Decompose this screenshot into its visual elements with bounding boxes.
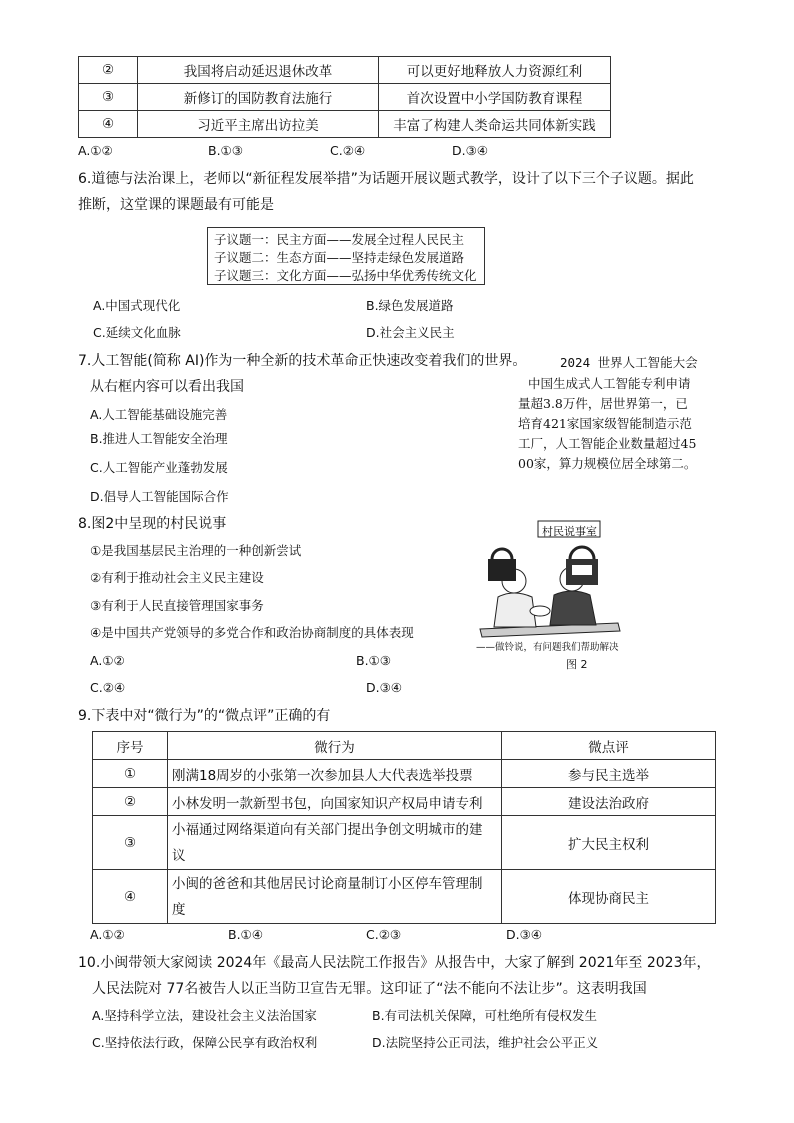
q7-option-a: A.人工智能基础设施完善 [90,407,228,422]
q6-subtopic-3: 子议题三：文化方面——弘扬中华优秀传统文化 [214,268,477,283]
q7-box-line-5: 00家，算力规模位居全球第二。 [518,456,697,471]
q7-info-box [518,373,716,471]
q8-item-4: ④是中国共产党领导的多党合作和政治协商制度的具体表现 [90,625,414,640]
q6-stem-1: 6.道德与法治课上，老师以“新征程发展举措”为话题开展议题式教学，设计了以下三个子议题。据此 [78,171,694,187]
q6-stem-2: 推断，这堂课的课题最有可能是 [78,197,274,213]
q10-stem-2: 人民法院对 77名被告人以正当防卫宣告无罪。这印证了“法不能向不法让步”。这表明我国 [92,981,647,997]
q9-row-no: ① [93,760,168,788]
q5-row-num: ② [79,57,138,84]
q9-table [92,731,716,924]
q6-subtopic-1: 子议题一：民主方面——发展全过程人民民主 [214,232,465,247]
q9-row-comment: 体现协商民主 [502,870,716,924]
q5-row-meaning: 首次设置中小学国防教育课程 [379,84,611,111]
q10-option-d: D.法院坚持公正司法，维护社会公平正义 [372,1035,599,1050]
q10-option-a: A.坚持科学立法，建设社会主义法治国家 [92,1008,317,1023]
q8-option-b: B.①③ [356,653,391,668]
figure-label: 图 2 [566,658,588,671]
q9-row-act [168,816,502,870]
q6-option-a: A.中国式现代化 [93,298,181,313]
q9-row-no: ③ [93,816,168,870]
q8-item-3: ③有利于人民直接管理国家事务 [90,598,264,613]
q6-subtopic-box [207,227,485,285]
q5-row-num: ④ [79,111,138,138]
q9-act-line: 小林发明一款新型书包，向国家知识产权局申请专利 [172,795,483,812]
q8-stem: 8.图2中呈现的村民说事 [78,516,227,532]
q9-row-act [168,788,502,816]
figure-2-cartoon [474,519,624,655]
q9-header-comment: 微点评 [502,732,716,760]
q7-option-d: D.倡导人工智能国际合作 [90,489,229,504]
q9-row-no: ② [93,788,168,816]
q9-act-line: 小闽的爸爸和其他居民讨论商量制订小区停车管理制 [172,875,483,892]
cartoon-illustration [474,519,624,655]
q10-option-b: B.有司法机关保障，可杜绝所有侵权发生 [372,1008,598,1023]
q5-row-num: ③ [79,84,138,111]
q8-option-a: A.①② [90,653,125,668]
q8-item-2: ②有利于推动社会主义民主建设 [90,570,264,585]
q9-row-comment: 建设法治政府 [502,788,716,816]
q9-row-comment: 扩大民主权利 [502,816,716,870]
q7-box-line-2: 量超3.8万件，居世界第一，已 [518,396,688,411]
q9-header-act: 微行为 [168,732,502,760]
q8-option-d: D.③④ [366,680,403,695]
q6-subtopic-2: 子议题二：生态方面——坚持走绿色发展道路 [214,250,465,265]
q10-option-c: C.坚持依法行政，保障公民享有政治权利 [92,1035,318,1050]
q5-option-d: D.③④ [452,143,489,158]
q8-item-1: ①是我国基层民主治理的一种创新尝试 [90,543,302,558]
q5-option-b: B.①③ [208,143,243,158]
q9-act-line: 刚满18周岁的小张第一次参加县人大代表选举投票 [172,767,473,784]
q9-act-line: 度 [172,901,186,918]
q9-act-line: 议 [172,847,186,864]
q5-row-event: 新修订的国防教育法施行 [138,84,379,111]
q5-option-c: C.②④ [330,143,366,158]
figure-caption: ——做铃说，有问题我们帮助解决 [476,642,619,653]
q7-box-line-1: 中国生成式人工智能专利申请 [528,376,691,391]
q10-stem-1: 10.小闽带领大家阅读 2024年《最高人民法院工作报告》从报告中，大家了解到 2021年至 2023年， [78,955,711,971]
q5-row-event: 习近平主席出访拉美 [138,111,379,138]
q5-row-meaning: 可以更好地释放人力资源红利 [379,57,611,84]
q7-box-line-4: 工厂，人工智能企业数量超过45 [518,436,697,451]
q6-option-b: B.绿色发展道路 [366,298,454,313]
q9-act-line: 小福通过网络渠道向有关部门提出争创文明城市的建 [172,821,483,838]
q9-option-b: B.①④ [228,927,263,942]
q9-header-no: 序号 [93,732,168,760]
q7-box-line-3: 培育421家国家级智能制造示范 [518,416,692,431]
q9-row-comment: 参与民主选举 [502,760,716,788]
q6-option-c: C.延续文化血脉 [93,325,181,340]
q7-option-b: B.推进人工智能安全治理 [90,431,228,446]
q6-option-d: D.社会主义民主 [366,325,455,340]
q9-stem: 9.下表中对“微行为”的“微点评”正确的有 [78,708,331,724]
q7-stem-1: 7.人工智能(简称 AI)作为一种全新的技术革命正快速改变着我们的世界。 [78,353,527,369]
q9-option-a: A.①② [90,927,125,942]
q9-option-d: D.③④ [506,927,543,942]
figure-sign: 村民说事室 [542,525,597,538]
q5-row-event: 我国将启动延迟退休改革 [138,57,379,84]
q7-option-c: C.人工智能产业蓬勃发展 [90,460,228,475]
q7-box-title: 2024 世界人工智能大会 [560,355,698,370]
q9-option-c: C.②③ [366,927,402,942]
q5-option-a: A.①② [78,143,113,158]
q5-row-meaning: 丰富了构建人类命运共同体新实践 [379,111,611,138]
q7-stem-2: 从右框内容可以看出我国 [90,379,244,395]
q5-table [78,56,611,138]
q9-row-no: ④ [93,870,168,924]
q8-option-c: C.②④ [90,680,126,695]
q9-row-act [168,870,502,924]
q9-row-act [168,760,502,788]
